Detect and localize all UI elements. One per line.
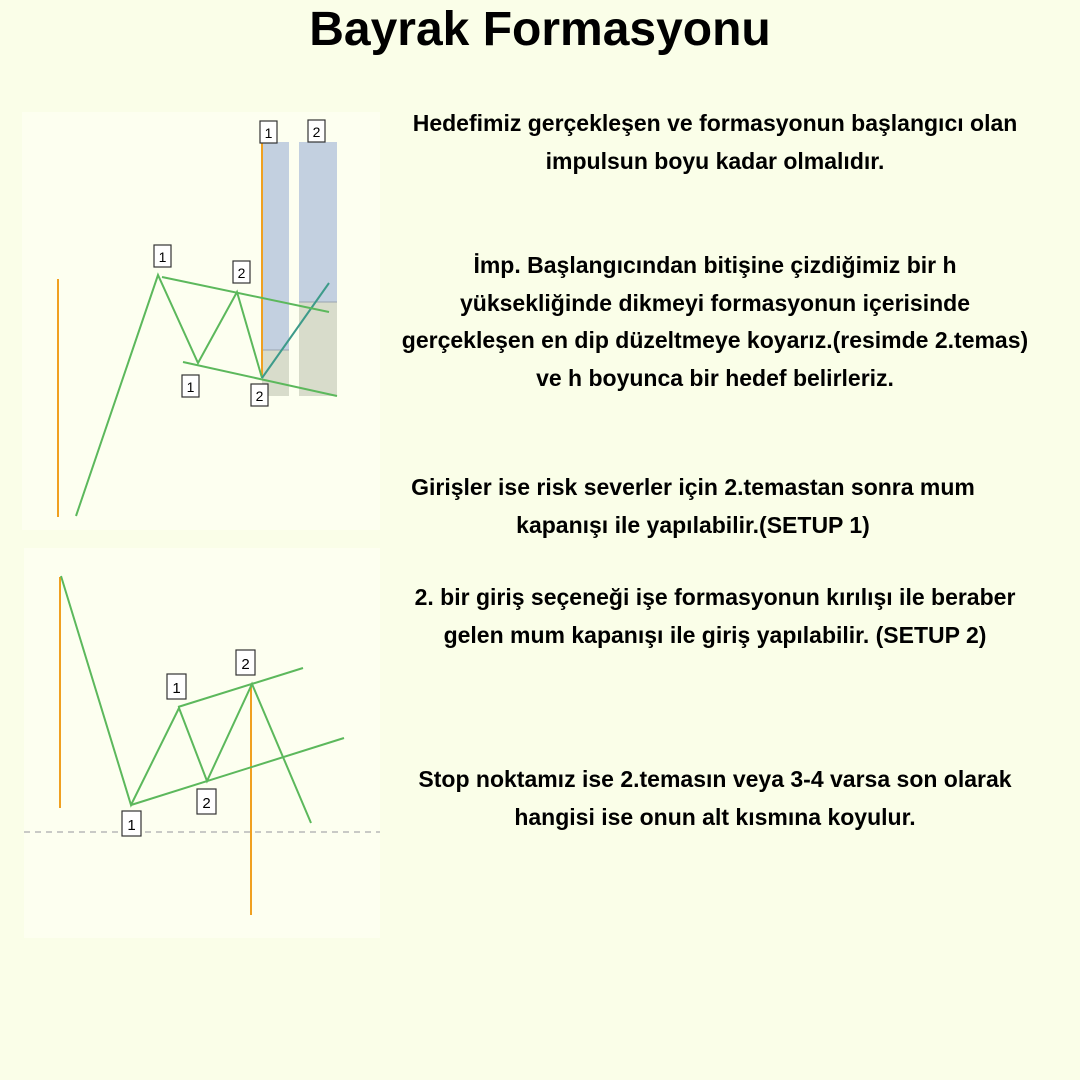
stop-explanation: Stop noktamız ise 2.temasın veya 3-4 varsa son olarak hangisi ise onun alt kısmına koyulur. <box>418 766 1012 830</box>
page-title: Bayrak Formasyonu <box>309 3 771 56</box>
target-explanation: Hedefimiz gerçekleşen ve formasyonun başlangıcı olan impulsun boyu kadar olmalıdır. <box>412 110 1018 174</box>
setup-2-explanation: 2. bir giriş seçeneği işe formasyonun kırılışı ile beraber gelen mum kapanışı ile giriş yapılabilir. (SETUP 2) <box>414 584 1016 648</box>
touch-label <box>167 674 186 699</box>
svg-text:2: 2 <box>312 124 321 140</box>
touch-label <box>122 811 141 836</box>
svg-text:2: 2 <box>237 265 246 281</box>
svg-text:2: 2 <box>241 656 250 673</box>
bear-flag-diagram <box>0 545 390 945</box>
svg-text:1: 1 <box>186 379 195 395</box>
svg-text:1: 1 <box>172 680 181 697</box>
target-zone-2 <box>299 142 337 302</box>
setup-label <box>260 121 277 143</box>
svg-text:2: 2 <box>202 795 211 812</box>
touch-label <box>233 261 250 283</box>
target-zone-1 <box>262 142 289 350</box>
svg-text:1: 1 <box>264 125 273 141</box>
setup-label <box>308 120 325 142</box>
svg-text:1: 1 <box>127 817 136 834</box>
svg-text:2: 2 <box>255 388 264 404</box>
touch-label <box>154 245 171 267</box>
touch-label <box>182 375 199 397</box>
bull-flag-diagram <box>0 100 390 540</box>
touch-label <box>251 384 268 406</box>
touch-label <box>197 789 216 814</box>
touch-label <box>236 650 255 675</box>
setup-1-explanation: Girişler ise risk severler için 2.temastan sonra mum kapanışı ile yapılabilir.(SETUP 1) <box>411 474 975 538</box>
height-projection-explanation: İmp. Başlangıcından bitişine çizdiğimiz bir h yüksekliğinde dikmeyi formasyonun içerisinde gerçekleşen en dip düzeltmeye koyarız.(resimde 2.temas) ve h boyunca bir hedef belirleriz. <box>401 252 1029 391</box>
svg-text:1: 1 <box>158 249 167 265</box>
